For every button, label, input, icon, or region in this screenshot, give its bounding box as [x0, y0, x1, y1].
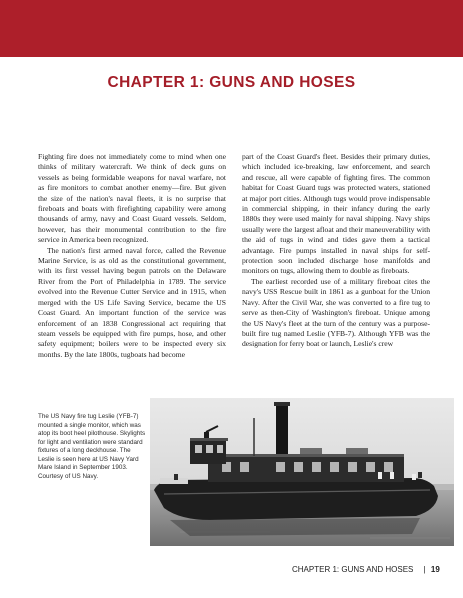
body-paragraph: The nation's first armed naval force, called the Revenue Marine Service, is as old as the constitutional government, with its first vessel having begun patrols on the Delaware River from the Port of Philadelphia in 1789. The service evolved into the Revenue Cutter Service and in 1915, when merged with the US Life Saving Service, became the US Coast Guard. An important function of the service was enforcement of an 1838 Congressional act requiring that steam vessels be equipped with fire pumps, hose, and other safety equipment; boilers were to be inspected every six months. By the late 1800s, tugboats had become: [38, 245, 226, 359]
top-color-band: [0, 0, 463, 57]
running-head: CHAPTER 1: GUNS AND HOSES: [292, 565, 414, 574]
footer-separator: |: [423, 565, 426, 574]
body-paragraph: part of the Coast Guard's fleet. Besides their primary duties, which included ice-breaking, law enforcement, and search and rescue, all were capable of fighting fires. The common habitat for Coast Guard tugs was protected waters, stationed at major port cities. Although tugs would prove indispensable in commercial shipping, in their infancy during the early 1880s they were used mainly for naval shipping. Navy ships usually were the largest afloat and their maneuverability with the aid of tugs in wind and tides gave them a tactical advantage. Fire pumps installed in naval ships for self-protection soon included discharge hose manifolds and monitors on tugs, allowing them to double as fireboats.: [242, 152, 430, 276]
body-column-left: [38, 152, 226, 360]
body-paragraph: The earliest recorded use of a military fireboat cites the navy's USS Rescue built in 1861 as a gunboat for the Union Navy. After the Civil War, she was converted to a fire tug to serve as then-City of Washington's fireboat. Unique among the US Navy's fleet at the turn of the century was a purpose-built fire tug named Leslie (YFB-7). Although YFB was the designation for ferry boat or launch, Leslie's crew: [242, 276, 430, 349]
chapter-title: CHAPTER 1: GUNS AND HOSES: [107, 74, 356, 91]
page-number: 19: [430, 565, 440, 574]
photo-caption: The US Navy fire tug Leslie (YFB-7) mounted a single monitor, which was atop its boot heel pilothouse. Skylights for light and ventilation were standard fixtures of a long deckhouse. The Leslie is seen here at US Navy Yard Mare Island in September 1903. Courtesy of US Navy.: [38, 413, 146, 480]
page-footer: [292, 565, 440, 574]
body-paragraph: Fighting fire does not immediately come to mind when one thinks of military watercraft. We think of deck guns on vessels as being formidable weapons for naval warfare, not as fire monitors to combat another enemy—fire. But given the size of the nation's naval fleets, it is no surprise that fireboats and boats with firefighting capability were among thousands of army, navy and Coast Guard vessels. Seldom, however, has their monumental contribution to the fire service in America been recognized.: [38, 152, 226, 245]
body-column-right: [242, 152, 430, 350]
fire-tug-photo: [150, 398, 454, 546]
